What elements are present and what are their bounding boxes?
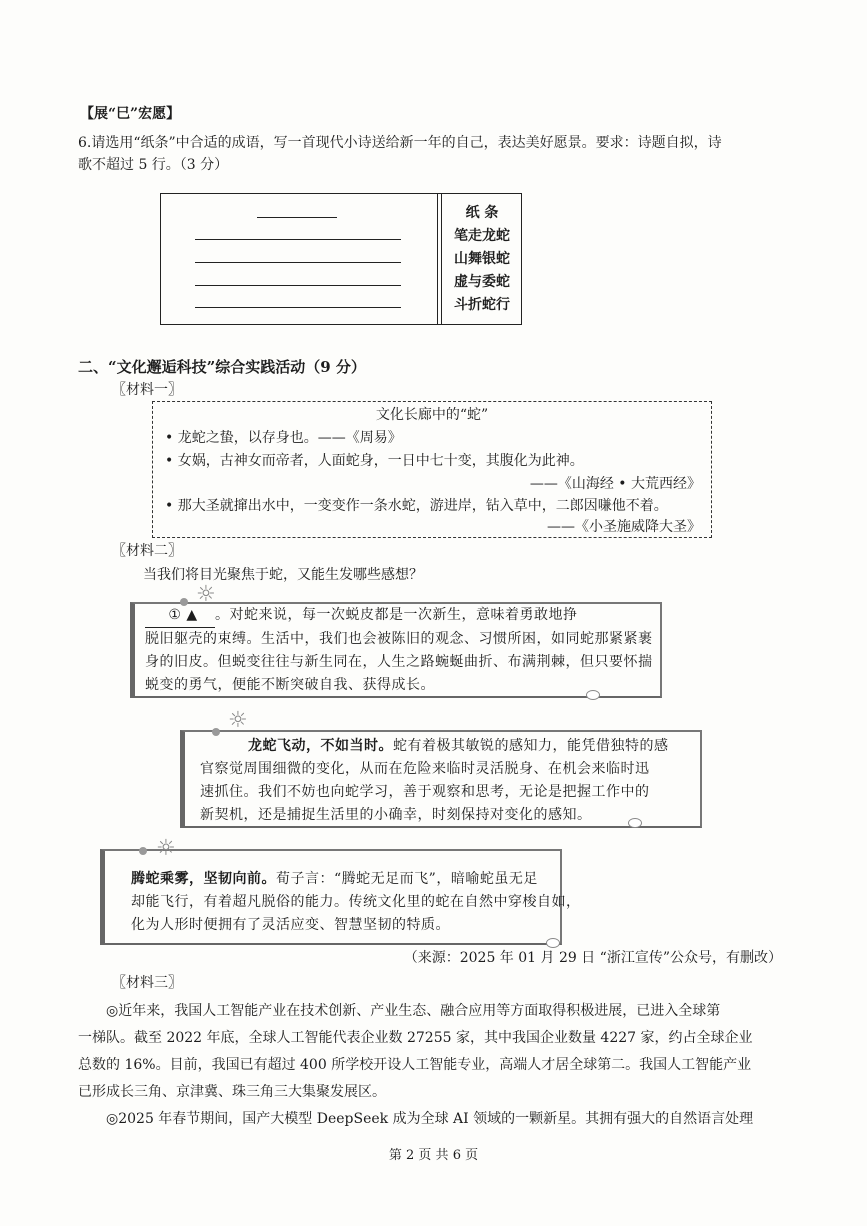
- material1-line: • 那大圣就撺出水中，一变变作一条水蛇，游进岸，钻入草中，二郎因嗛他不着。: [165, 498, 668, 514]
- frame2-text: 龙蛇飞动，不如当时。蛇有着极其敏锐的感知力，能凭借独特的感: [248, 738, 669, 754]
- material1-box: [152, 401, 712, 538]
- idiom-slip: [441, 194, 522, 324]
- idiom-item: 斗折蛇行: [454, 297, 510, 313]
- idiom-item: 山舞银蛇: [454, 251, 510, 267]
- lightbulb-icon: ☼: [196, 582, 216, 607]
- lightbulb-icon: ☼: [228, 708, 248, 733]
- material3-label: 〖材料三〗: [112, 975, 182, 991]
- poem-line-4[interactable]: [195, 307, 401, 308]
- blank-answer-1[interactable]: ① ▲: [145, 604, 215, 628]
- q6-prompt-line1: 6.请选用“纸条”中合适的成语，写一首现代小诗送给新一年的自己，表达美好愿景。要求：诗题自拟，诗: [78, 135, 722, 151]
- material3-body: [78, 998, 790, 1133]
- decor-dot: [212, 728, 220, 736]
- material3-para: ◎近年来，我国人工智能产业在技术创新、产业生态、融合应用等方面取得积极进展，已进入全球第: [106, 1003, 721, 1019]
- poem-line-3[interactable]: [195, 285, 401, 286]
- section-title-zhan-si: 【展“巳”宏愿】: [80, 106, 181, 122]
- slip-title: 纸 条: [465, 205, 499, 221]
- idiom-item: 笔走龙蛇: [454, 228, 510, 244]
- q6-prompt-line2: 歌不超过 5 行。（3 分）: [78, 157, 229, 173]
- material1-source: ——《小圣施威降大圣》: [547, 519, 701, 535]
- material3-para: 总数的 16%。目前，我国已有超过 400 所学校开设人工智能专业，高端人才居全球第二。我国人工智能产业: [78, 1057, 752, 1073]
- poem-writing-area[interactable]: [161, 194, 438, 324]
- poem-line-2[interactable]: [195, 262, 401, 263]
- material1-source: ——《山海经 • 大荒西经》: [529, 476, 701, 492]
- material1-label: 〖材料一〗: [112, 382, 182, 398]
- decor-dot: [139, 847, 147, 855]
- material3-para: 已形成长三角、京津冀、珠三角三大集聚发展区。: [78, 1084, 386, 1100]
- lightbulb-icon: ☼: [156, 836, 176, 861]
- poem-line-1[interactable]: [195, 239, 401, 240]
- q6-answer-box: [160, 193, 522, 325]
- material3-para: 一梯队。截至 2022 年底，全球人工智能代表企业数 27255 家，其中我国企业数量 4227 家，约占全球企业: [78, 1030, 753, 1046]
- frame2-text-cont: 官察觉周围细微的变化，从而在危险来临时灵活脱身、在机会来临时迅 速抓住。我们不妨也向蛇学习，善于观察和思考，无论是把握工作中的 新契机，还是捕捉生活里的小确幸，时刻保持对变化的感知。: [200, 761, 650, 823]
- part2-heading: 二、“文化邂逅科技”综合实践活动（9 分）: [78, 358, 366, 376]
- material1-line: • 龙蛇之蛰，以存身也。——《周易》: [165, 430, 402, 446]
- material3-para: ◎2025 年春节期间，国产大模型 DeepSeek 成为全球 AI 领域的一颗新星。其拥有强大的自然语言处理: [106, 1111, 754, 1127]
- idiom-item: 虚与委蛇: [454, 274, 510, 290]
- material1-title: 文化长廊中的“蛇”: [375, 407, 489, 423]
- frame3-text: 腾蛇乘雾，坚韧向前。荀子言：“腾蛇无足而飞”，暗喻蛇虽无足 却能飞行，有着超凡脱俗的能力。传统文化里的蛇在自然中穿梭自如， 化为人形时便拥有了灵活应变、智慧坚韧的特质。: [131, 871, 581, 933]
- frame1-text: ① ▲ 。对蛇来说，每一次蜕皮都是一次新生，意味着勇敢地挣 脱旧躯壳的束缚。生活中，我们也会被陈旧的观念、习惯所困，如同蛇那紧紧裹 身的旧皮。但蜕变往往与新生同在，人生之路蜿蜒曲折、布满荆棘，但只要怀揣 蜕变的勇气，便能不断突破自我、获得成长。: [145, 604, 645, 697]
- material2-source: （来源：2025 年 01 月 29 日 “浙江宣传”公众号，有删改）: [403, 950, 782, 966]
- material2-label: 〖材料二〗: [112, 543, 182, 559]
- page-number: 第 2 页 共 6 页: [388, 1148, 479, 1163]
- poem-title-line[interactable]: [257, 217, 337, 218]
- material1-line: • 女娲，古神女而帝者，人面蛇身，一日中七十变，其腹化为此神。: [165, 453, 584, 469]
- material2-intro: 当我们将目光聚焦于蛇，又能生发哪些感想？: [143, 567, 423, 583]
